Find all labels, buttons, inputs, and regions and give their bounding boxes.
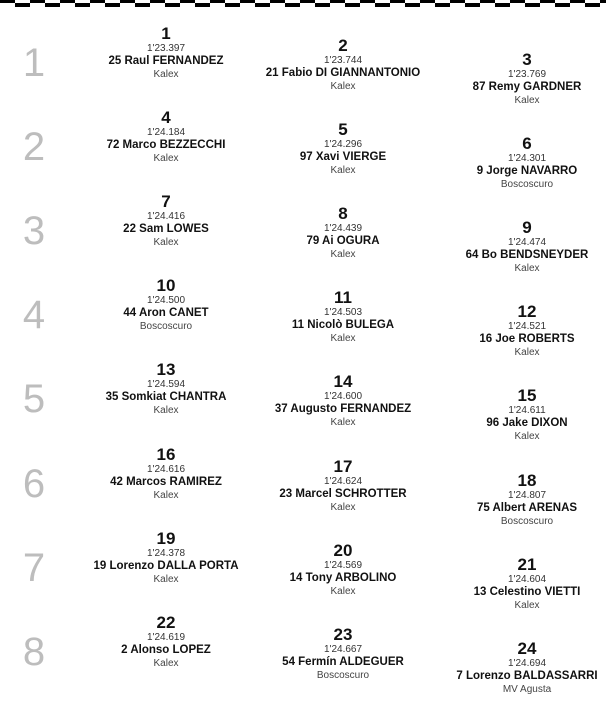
rider-name: 97 Xavi VIERGE	[299, 151, 387, 164]
team-name: Kalex	[153, 405, 179, 417]
team-name: Kalex	[330, 165, 356, 177]
lap-time: 1'24.500	[146, 295, 186, 307]
checkered-flag-border	[0, 0, 606, 7]
lap-time: 1'24.296	[323, 139, 363, 151]
rider-name: 14 Tony ARBOLINO	[289, 571, 397, 584]
team-name: Kalex	[514, 347, 540, 359]
grid-position: 10	[156, 276, 176, 296]
lap-time: 1'24.624	[323, 475, 363, 487]
team-name: Kalex	[514, 431, 540, 443]
team-name: Kalex	[514, 263, 540, 275]
grid-row-number: 8	[22, 629, 46, 674]
team-name: Boscoscuro	[316, 669, 370, 681]
team-name: Kalex	[153, 489, 179, 501]
rider-name: 35 Somkiat CHANTRA	[105, 391, 227, 404]
lap-time: 1'24.600	[323, 391, 363, 403]
grid-slot	[66, 614, 266, 671]
rider-name: 7 Lorenzo BALDASSARRI	[456, 669, 598, 682]
rider-name: 54 Fermín ALDEGUER	[282, 655, 404, 668]
rider-name: 64 Bo BENDSNEYDER	[465, 249, 589, 262]
grid-slot	[243, 205, 443, 262]
grid-position: 8	[338, 204, 348, 224]
team-name: Kalex	[330, 501, 356, 513]
rider-name: 9 Jorge NAVARRO	[476, 165, 578, 178]
grid-position: 18	[517, 470, 537, 490]
rider-name: 16 Joe ROBERTS	[479, 333, 575, 346]
team-name: Kalex	[330, 585, 356, 597]
lap-time: 1'24.503	[323, 307, 363, 319]
lap-time: 1'23.769	[507, 69, 547, 80]
grid-row-number: 1	[22, 41, 46, 85]
grid-position: 20	[333, 540, 353, 560]
lap-time: 1'24.619	[146, 631, 186, 643]
rider-name: 87 Remy GARDNER	[472, 81, 582, 93]
grid-slot	[243, 542, 443, 599]
grid-position: 12	[517, 302, 537, 322]
grid-slot	[243, 458, 443, 515]
team-name: Kalex	[330, 333, 356, 345]
grid-row-number: 5	[22, 377, 46, 422]
rider-name: 11 Nicolò BULEGA	[291, 319, 395, 332]
lap-time: 1'24.667	[323, 643, 363, 655]
grid-position: 5	[338, 120, 348, 140]
grid-slot	[243, 121, 443, 178]
grid-position: 16	[156, 444, 176, 464]
grid-position: 9	[522, 218, 532, 238]
grid-position: 3	[522, 50, 532, 69]
grid-slot	[427, 303, 606, 360]
grid-position: 7	[161, 192, 171, 212]
grid-slot	[427, 472, 606, 529]
grid-slot	[66, 109, 266, 166]
rider-name: 2 Alonso LOPEZ	[121, 643, 211, 656]
rider-name: 19 Lorenzo DALLA PORTA	[93, 559, 239, 572]
lap-time: 1'24.604	[507, 573, 547, 585]
grid-position: 14	[333, 372, 353, 392]
grid-slot	[66, 446, 266, 503]
rider-name: 37 Augusto FERNANDEZ	[274, 403, 412, 416]
grid-slot	[243, 373, 443, 430]
team-name: Kalex	[330, 249, 356, 261]
rider-name: 25 Raul FERNANDEZ	[108, 55, 224, 67]
grid-slot	[66, 277, 266, 334]
lap-time: 1'24.569	[323, 559, 363, 571]
team-name: Kalex	[514, 599, 540, 611]
lap-time: 1'24.521	[507, 321, 547, 333]
lap-time: 1'24.594	[146, 379, 186, 391]
grid-slot	[427, 387, 606, 444]
team-name: Kalex	[514, 95, 540, 106]
grid-slot	[427, 556, 606, 613]
grid-position: 24	[517, 638, 537, 658]
team-name: Kalex	[153, 69, 179, 80]
grid-slot	[427, 51, 606, 108]
grid-slot	[243, 289, 443, 346]
grid-position: 22	[156, 612, 176, 632]
team-name: Boscoscuro	[500, 515, 554, 527]
team-name: MV Agusta	[502, 683, 552, 695]
rider-name: 42 Marcos RAMIREZ	[110, 475, 222, 488]
lap-time: 1'24.807	[507, 489, 547, 501]
grid-position: 13	[156, 360, 176, 380]
team-name: Kalex	[330, 81, 356, 92]
grid-position: 4	[161, 108, 171, 128]
grid-slot	[243, 626, 443, 683]
grid-row-number: 4	[22, 293, 46, 338]
rider-name: 72 Marco BEZZECCHI	[106, 139, 226, 152]
grid-slot	[427, 640, 606, 697]
grid-position: 11	[334, 288, 352, 308]
lap-time: 1'24.301	[507, 153, 547, 165]
lap-time: 1'24.616	[146, 463, 186, 475]
grid-row-number: 7	[22, 545, 46, 590]
lap-time: 1'23.397	[146, 43, 186, 54]
team-name: Boscoscuro	[500, 179, 554, 191]
lap-time: 1'24.184	[146, 127, 186, 139]
grid-position: 2	[338, 36, 348, 55]
grid-slot	[427, 219, 606, 276]
lap-time: 1'24.439	[323, 223, 363, 235]
grid-position: 15	[517, 386, 537, 406]
grid-slot	[66, 530, 266, 587]
rider-name: 13 Celestino VIETTI	[473, 585, 581, 598]
rider-name: 75 Albert ARENAS	[476, 501, 578, 514]
grid-position: 23	[333, 624, 353, 644]
team-name: Kalex	[153, 657, 179, 669]
grid-position: 17	[333, 456, 353, 476]
lap-time: 1'24.416	[146, 211, 186, 223]
grid-slot	[66, 361, 266, 418]
rider-name: 96 Jake DIXON	[486, 417, 568, 430]
lap-time: 1'24.378	[146, 547, 186, 559]
team-name: Kalex	[153, 153, 179, 165]
grid-slot	[66, 25, 266, 82]
team-name: Kalex	[153, 237, 179, 249]
grid-position: 1	[161, 24, 171, 43]
rider-name: 22 Sam LOWES	[123, 223, 209, 236]
grid-position: 19	[156, 528, 176, 548]
grid-slot	[427, 135, 606, 192]
lap-time: 1'24.474	[507, 237, 547, 249]
grid-position: 21	[517, 554, 537, 574]
grid-slot	[66, 193, 266, 250]
rider-name: 23 Marcel SCHROTTER	[279, 487, 407, 500]
grid-row-number: 2	[22, 125, 46, 170]
grid-row-number: 6	[22, 461, 46, 506]
team-name: Kalex	[153, 573, 179, 585]
rider-name: 79 Ai OGURA	[306, 235, 380, 248]
grid-row-number: 3	[22, 209, 46, 254]
grid-slot	[243, 37, 443, 94]
lap-time: 1'24.611	[508, 405, 546, 417]
rider-name: 21 Fabio DI GIANNANTONIO	[265, 67, 421, 79]
team-name: Boscoscuro	[139, 321, 193, 333]
team-name: Kalex	[330, 417, 356, 429]
rider-name: 44 Aron CANET	[123, 307, 209, 320]
grid-position: 6	[522, 134, 532, 154]
lap-time: 1'23.744	[323, 55, 363, 66]
lap-time: 1'24.694	[507, 657, 547, 669]
